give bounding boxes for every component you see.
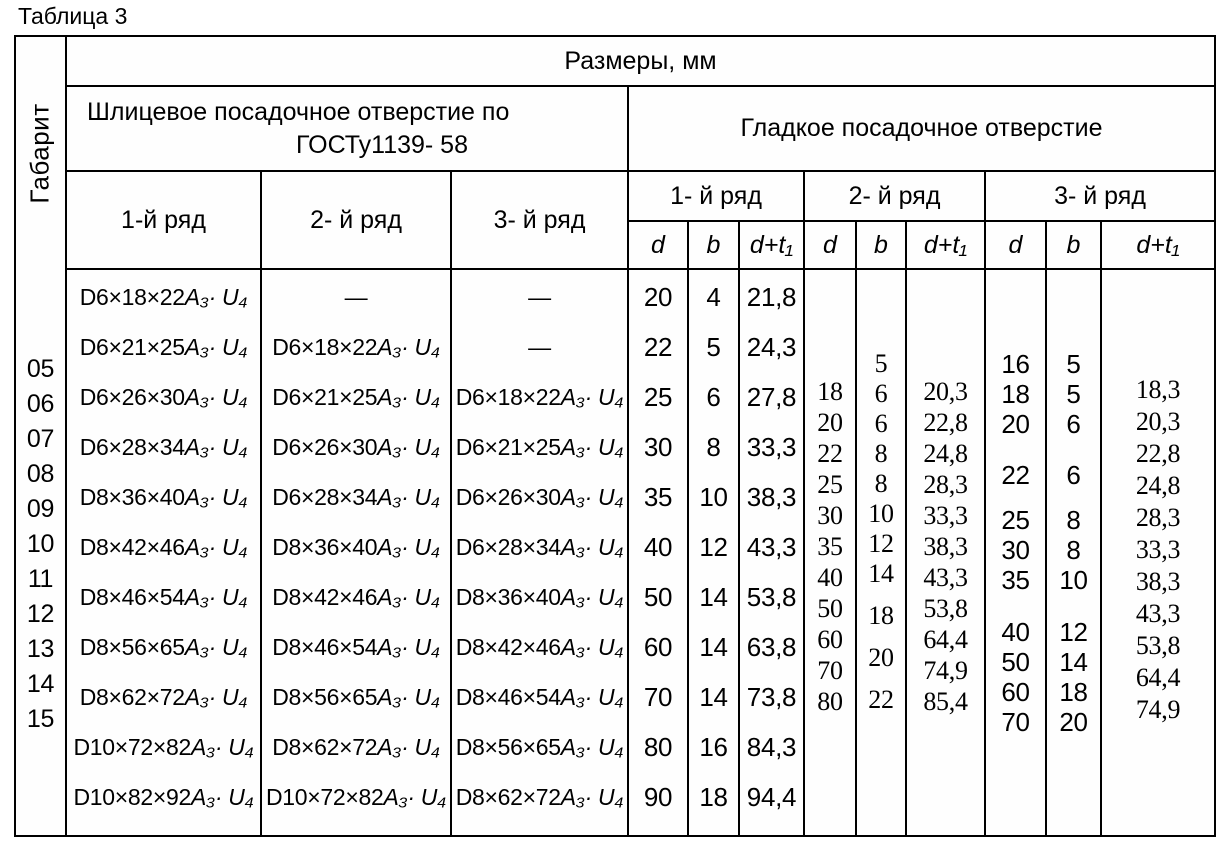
cell-value: 24,8 — [1135, 471, 1181, 500]
spline-row-header-1: 1-й ряд — [67, 172, 262, 270]
cell-value: 10 — [868, 499, 894, 528]
cell-value: D6×21×25 A₃· U₄ — [272, 383, 440, 410]
cell-value: 5 — [706, 331, 721, 362]
cell-value: 22 — [1001, 459, 1030, 490]
smooth1-b-values — [689, 270, 740, 835]
cell-value: D6×28×34 A₃· U₄ — [272, 483, 440, 510]
cell-value: 05 — [26, 355, 55, 383]
cell-value: 8 — [706, 431, 721, 462]
cell-value: 24,8 — [923, 438, 968, 468]
cell-value: 12 — [699, 531, 728, 562]
cell-value: D8×62×72 A₃· U₄ — [272, 733, 440, 760]
cell-value: 08 — [26, 460, 55, 488]
cell-value: 5 — [874, 349, 888, 378]
cell-value: 12 — [868, 529, 894, 558]
cell-value: 20 — [817, 407, 843, 437]
cell-value: D8×46×54 A₃· U₄ — [455, 683, 624, 710]
cell-value: 74,9 — [1135, 695, 1181, 724]
spline-col-3-values — [452, 270, 629, 835]
cell-value: D8×56×65 A₃· U₄ — [272, 683, 440, 710]
cell-value: 11 — [27, 565, 54, 593]
cell-value: 35 — [643, 481, 673, 512]
cell-value: 6 — [1066, 408, 1081, 439]
cell-value: 6 — [874, 409, 888, 438]
cell-value: 18 — [868, 601, 894, 630]
cell-value: 14 — [699, 581, 728, 612]
cell-value: 14 — [1059, 646, 1088, 677]
smooth2-d-values — [805, 270, 857, 835]
cell-value: 20 — [643, 281, 673, 312]
smooth2-b-values — [857, 270, 907, 835]
cell-value: 30 — [817, 500, 843, 530]
cell-value: 8 — [874, 469, 888, 498]
dimensions-table — [14, 35, 1216, 837]
cell-value: 6 — [706, 381, 721, 412]
cell-value: 18,3 — [1135, 375, 1181, 404]
cell-value: 12 — [1059, 616, 1088, 647]
cell-value: 38,3 — [923, 531, 968, 561]
spline-section-header — [67, 87, 629, 172]
cell-value: 38,3 — [746, 481, 797, 512]
cell-value: D8×56×65 A₃· U₄ — [455, 733, 624, 760]
cell-value: 18 — [1059, 676, 1088, 707]
cell-value: D6×21×25 A₃· U₄ — [79, 333, 248, 360]
cell-value: D6×18×22 A₃· U₄ — [455, 383, 624, 410]
cell-value: 6 — [1066, 459, 1081, 490]
cell-value: 22 — [643, 331, 673, 362]
subcol-b-1: b — [689, 222, 740, 270]
cell-value: 70 — [817, 655, 843, 685]
subcol-dt-3: d+t₁ — [1102, 222, 1214, 270]
cell-value: 25 — [1001, 504, 1030, 535]
cell-value: D6×28×34 A₃· U₄ — [455, 533, 624, 560]
cell-value: D8×42×46 A₃· U₄ — [79, 533, 248, 560]
cell-value: 35 — [1001, 564, 1030, 595]
cell-value: D6×26×30 A₃· U₄ — [455, 483, 624, 510]
cell-value: 25 — [643, 381, 673, 412]
cell-value: D8×36×40 A₃· U₄ — [455, 583, 624, 610]
gabarit-header-cell — [16, 37, 67, 270]
cell-value: 63,8 — [746, 631, 797, 662]
cell-value: 07 — [26, 425, 55, 453]
cell-value: D6×28×34 A₃· U₄ — [79, 433, 248, 460]
cell-value: D8×42×46 A₃· U₄ — [455, 633, 624, 660]
cell-value: 33,3 — [1135, 535, 1181, 564]
cell-value: D8×46×54 A₃· U₄ — [79, 583, 248, 610]
cell-value: 20 — [868, 643, 894, 672]
cell-value: 6 — [874, 379, 888, 408]
cell-value: 22,8 — [923, 407, 968, 437]
spline-header-line2: ГОСТу1139- 58 — [295, 130, 468, 159]
cell-value: 10 — [699, 481, 728, 512]
cell-value: 70 — [1001, 706, 1030, 737]
cell-value: D8×56×65 A₃· U₄ — [79, 633, 248, 660]
cell-value: 20,3 — [923, 376, 968, 406]
subcol-d-1: d — [629, 222, 689, 270]
cell-value: 50 — [1001, 646, 1030, 677]
smooth-section-header: Гладкое посадочное отверстие — [629, 87, 1214, 172]
cell-value: D8×46×54 A₃· U₄ — [272, 633, 440, 660]
cell-value: 10 — [26, 530, 55, 558]
cell-value: 94,4 — [746, 781, 797, 812]
smooth-row-header-1: 1- й ряд — [629, 172, 805, 222]
gabarit-values — [16, 270, 67, 835]
table-title: Таблица 3 — [18, 3, 128, 29]
cell-value: D8×36×40 A₃· U₄ — [79, 483, 248, 510]
cell-value: 74,9 — [923, 655, 968, 685]
subcol-dt-2: d+t₁ — [907, 222, 986, 270]
cell-value: 27,8 — [746, 381, 797, 412]
cell-value: 43,3 — [746, 531, 797, 562]
cell-value: 53,8 — [746, 581, 797, 612]
smooth1-dt-values — [740, 270, 805, 835]
cell-value: 43,3 — [923, 562, 968, 592]
cell-value: 16 — [1001, 348, 1030, 379]
cell-value: 15 — [26, 705, 55, 733]
cell-value: D8×36×40 A₃· U₄ — [272, 533, 440, 560]
spline-col-2-values — [262, 270, 452, 835]
cell-value: 53,8 — [1135, 631, 1181, 660]
subcol-d-2: d — [805, 222, 857, 270]
cell-value: 40 — [643, 531, 673, 562]
cell-value: 4 — [706, 281, 721, 312]
spline-row-header-3: 3- й ряд — [452, 172, 629, 270]
cell-value: 60 — [643, 631, 673, 662]
cell-value: 21,8 — [746, 281, 797, 312]
cell-value: 30 — [1001, 534, 1030, 565]
gabarit-label: Габарит — [25, 103, 56, 204]
subcol-b-2: b — [857, 222, 907, 270]
cell-value: 25 — [817, 469, 843, 499]
cell-value: 22 — [817, 438, 843, 468]
subcol-d-3: d — [986, 222, 1047, 270]
cell-value: 20 — [1001, 408, 1030, 439]
cell-value: 43,3 — [1135, 599, 1181, 628]
spline-row-header-2: 2- й ряд — [262, 172, 452, 270]
cell-value: 14 — [699, 631, 728, 662]
cell-value: 33,3 — [923, 500, 968, 530]
smooth-row-header-3: 3- й ряд — [986, 172, 1214, 222]
cell-value: 18 — [1001, 378, 1030, 409]
cell-value: 50 — [817, 593, 843, 623]
cell-value: 64,4 — [923, 624, 968, 654]
cell-value: 80 — [643, 731, 673, 762]
cell-value: 16 — [699, 731, 728, 762]
smooth3-d-values — [986, 270, 1047, 835]
cell-value: D10×82×92 A₃· U₄ — [73, 783, 254, 810]
cell-value: 8 — [874, 439, 888, 468]
cell-value: 10 — [1059, 564, 1088, 595]
cell-value: 20,3 — [1135, 407, 1181, 436]
cell-value: 28,3 — [1135, 503, 1181, 532]
cell-value: 22,8 — [1135, 439, 1181, 468]
cell-value: 24,3 — [746, 331, 797, 362]
smooth-row-header-2: 2- й ряд — [805, 172, 986, 222]
cell-value: D10×72×82 A₃· U₄ — [265, 783, 447, 810]
sizes-header-cell: Размеры, мм — [67, 37, 1214, 87]
cell-value: D10×72×82 A₃· U₄ — [73, 733, 254, 760]
cell-value: D8×42×46 A₃· U₄ — [272, 583, 440, 610]
cell-value: D8×62×72 A₃· U₄ — [79, 683, 248, 710]
cell-value: 28,3 — [923, 469, 968, 499]
cell-value: 5 — [1066, 348, 1081, 379]
cell-value: D6×18×22 A₃· U₄ — [272, 333, 440, 360]
cell-value: 38,3 — [1135, 567, 1181, 596]
cell-value: 80 — [817, 686, 843, 716]
smooth1-d-values — [629, 270, 689, 835]
subcol-dt-1: d+t₁ — [740, 222, 805, 270]
cell-value: 64,4 — [1135, 663, 1181, 692]
cell-value: 22 — [868, 685, 894, 714]
cell-value: D6×26×30 A₃· U₄ — [272, 433, 440, 460]
cell-value: 06 — [26, 390, 55, 418]
spline-col-1-values — [67, 270, 262, 835]
cell-value: 20 — [1059, 706, 1088, 737]
cell-value: — — [344, 283, 368, 310]
cell-value: 14 — [699, 681, 728, 712]
cell-value: — — [528, 333, 551, 360]
cell-value: 8 — [1066, 504, 1081, 535]
cell-value: 14 — [26, 670, 55, 698]
cell-value: D6×18×22 A₃· U₄ — [79, 283, 248, 310]
cell-value: D6×26×30 A₃· U₄ — [79, 383, 248, 410]
cell-value: 18 — [699, 781, 728, 812]
cell-value: D6×21×25 A₃· U₄ — [455, 433, 624, 460]
cell-value: 60 — [1001, 676, 1030, 707]
cell-value: 14 — [868, 559, 894, 588]
cell-value: 8 — [1066, 534, 1081, 565]
cell-value: 70 — [643, 681, 673, 712]
cell-value: 40 — [817, 562, 843, 592]
cell-value: 33,3 — [746, 431, 797, 462]
spline-header-line1: Шлицевое посадочное отверстие по — [87, 97, 510, 126]
cell-value: 85,4 — [923, 686, 968, 716]
cell-value: — — [528, 283, 551, 310]
subcol-b-3: b — [1047, 222, 1102, 270]
cell-value: 12 — [26, 600, 55, 628]
cell-value: 09 — [26, 495, 55, 523]
cell-value: 90 — [643, 781, 673, 812]
smooth3-dt-values — [1102, 270, 1214, 835]
cell-value: 60 — [817, 624, 843, 654]
cell-value: 50 — [643, 581, 673, 612]
cell-value: 18 — [817, 376, 843, 406]
cell-value: 53,8 — [923, 593, 968, 623]
cell-value: 35 — [817, 531, 843, 561]
smooth3-b-values — [1047, 270, 1102, 835]
cell-value: D8×62×72 A₃· U₄ — [455, 783, 624, 810]
cell-value: 73,8 — [746, 681, 797, 712]
cell-value: 40 — [1001, 616, 1030, 647]
smooth2-dt-values — [907, 270, 986, 835]
cell-value: 5 — [1066, 378, 1081, 409]
cell-value: 13 — [26, 635, 55, 663]
cell-value: 84,3 — [746, 731, 797, 762]
cell-value: 30 — [643, 431, 673, 462]
